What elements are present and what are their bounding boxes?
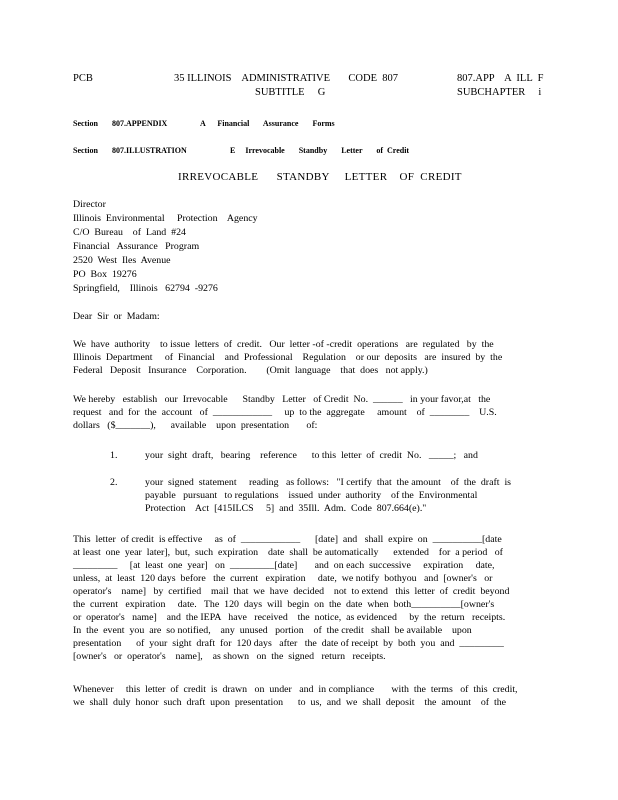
paragraph-3-line: [owner's or operator's name], as shown on the signed return receipts. [73, 651, 386, 662]
paragraph-4-line: Whenever this letter of credit is drawn on under and in compliance with the terms of this credit, [73, 684, 518, 695]
list-item-line: Protection Act [415ILCS 5] and 35Ill. Adm. Code 807.664(e)." [145, 503, 427, 514]
paragraph-3-line: at least one year later], but, such expiration date shall be automatically extended for a period of [73, 547, 503, 558]
header-left: PCB [73, 73, 93, 84]
paragraph-3-line: presentation of your sight draft for 120 days after the date of receipt by both you and _________ [73, 638, 504, 649]
section-text-1: A Financial Assurance Forms [200, 119, 335, 128]
paragraph-3-line: This letter of credit is effective as of ____________ [date] and shall expire on __________[date [73, 534, 502, 545]
header-center-line1: 35 ILLINOIS ADMINISTRATIVE CODE 807 [174, 73, 398, 84]
address-line: C/O Bureau of Land #24 [73, 227, 186, 238]
paragraph-1-line: Federal Deposit Insurance Corporation. (Omit language that does not apply.) [73, 365, 428, 376]
paragraph-2-line: We hereby establish our Irrevocable Standby Letter of Credit No. ______ in your favor,at the [73, 394, 491, 405]
address-line: Director [73, 199, 106, 210]
paragraph-1-line: We have authority to issue letters of credit. Our letter -of -credit operations are regulated by the [73, 339, 494, 350]
header-center-line2: SUBTITLE G [255, 87, 326, 98]
address-line: 2520 West Iles Avenue [73, 255, 171, 266]
paragraph-3-line: the current expiration date. The 120 days will begin on the date when both__________[owner's [73, 599, 495, 610]
paragraph-1-line: Illinois Department of Financial and Professional Regulation or our deposits are insured by the [73, 352, 503, 363]
section-label-2: Section [73, 146, 98, 155]
paragraph-3-line: In the event you are so notified, any unused portion of the credit shall be available upon [73, 625, 472, 636]
paragraph-3-line: _________ [at least one year] on _________[date] and on each successive expiration date, [73, 560, 495, 571]
header-right-line1: 807.APP A ILL F [457, 73, 544, 84]
paragraph-3-line: operator's name] by certified mail that we have decided not to extend this letter of credit beyond [73, 586, 510, 597]
address-line: Financial Assurance Program [73, 241, 200, 252]
paragraph-2-line: request and for the account of ____________ up to the aggregate amount of ________ U.S. [73, 407, 497, 418]
section-label-1: Section [73, 119, 98, 128]
section-text-2: E Irrevocable Standby Letter of Credit [230, 146, 410, 155]
document-title: IRREVOCABLE STANDBY LETTER OF CREDIT [178, 171, 462, 183]
paragraph-4-line: we shall duly honor such draft upon presentation to us, and we shall deposit the amount of the [73, 697, 507, 708]
address-line: Illinois Environmental Protection Agency [73, 213, 258, 224]
section-number-2: 807.ILLUSTRATION [112, 146, 187, 155]
address-line: Springfield, Illinois 62794 -9276 [73, 283, 218, 294]
list-item-line: payable pursuant to regulations issued under authority of the Environmental [145, 490, 478, 501]
paragraph-3-line: or operator's name] and the IEPA have received the notice, as evidenced by the return receipts. [73, 612, 506, 623]
salutation: Dear Sir or Madam: [73, 311, 160, 322]
list-item-line: your signed statement reading as follows: "I certify that the amount of the draft is [145, 477, 512, 488]
paragraph-2-line: dollars ($_______), available upon presentation of: [73, 420, 318, 431]
list-item-number: 2. [110, 477, 118, 488]
list-item-number: 1. [110, 450, 118, 461]
address-line: PO Box 19276 [73, 269, 137, 280]
list-item-line: your sight draft, bearing reference to this letter of credit No. _____; and [145, 450, 478, 461]
section-number-1: 807.APPENDIX [112, 119, 168, 128]
header-right-line2: SUBCHAPTER i [457, 87, 542, 98]
paragraph-3-line: unless, at least 120 days before the current expiration date, we notify bothyou and [owner's or [73, 573, 493, 584]
